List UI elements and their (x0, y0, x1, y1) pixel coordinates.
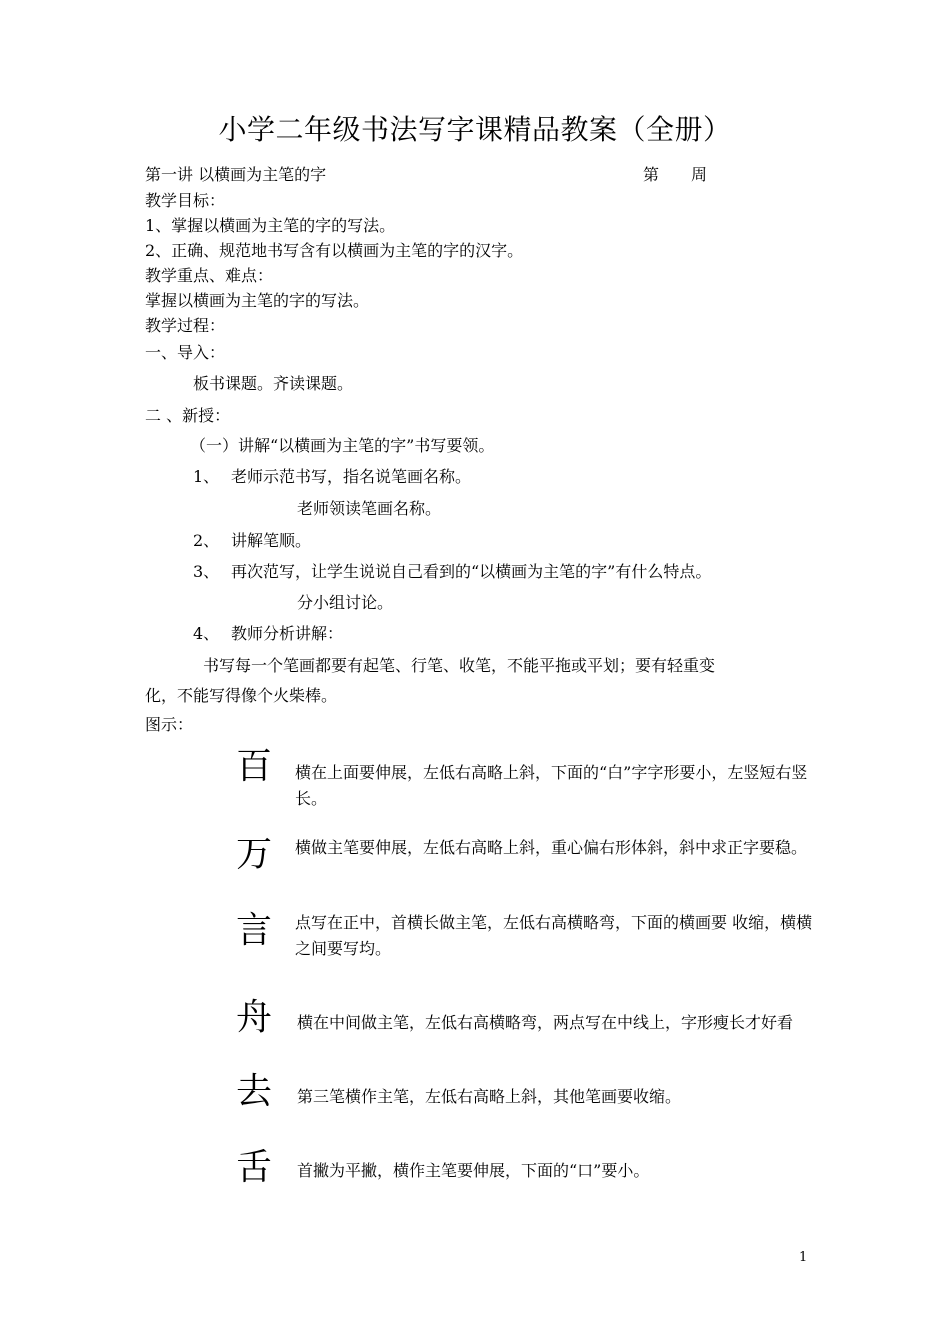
example-char-zhou: 舟 (236, 997, 273, 1038)
intro-text: 板书课题。齐读课题。 (193, 374, 354, 393)
explanation-line-1: 书写每一个笔画都要有起笔、行笔、收笔，不能平拖或平划；要有轻重变 (203, 656, 716, 675)
step-3-detail: 分小组讨论。 (297, 593, 394, 612)
page-number: 1 (799, 1250, 808, 1265)
example-char-she: 舌 (236, 1147, 273, 1188)
process-label: 教学过程： (145, 316, 226, 335)
step-3: 再次范写，让学生说说自己看到的“以横画为主笔的字”有什么特点。 (231, 562, 712, 581)
sub-section-1: （一）讲解“以横画为主笔的字”书写要领。 (190, 436, 495, 455)
step-1-detail: 老师领读笔画名称。 (297, 499, 442, 518)
goal-2: 2、正确、规范地书写含有以横画为主笔的字的汉字。 (145, 241, 524, 260)
example-desc-bai: 横在上面要伸展，左低右高略上斜，下面的“白”字字形要小，左竖短右竖长。 (295, 763, 808, 808)
example-desc-she: 首撇为平撇，横作主笔要伸展，下面的“口”要小。 (297, 1161, 650, 1180)
page-title: 小学二年级书法写字课精品教案（全册） (218, 113, 732, 146)
key-label: 教学重点、难点： (145, 266, 274, 285)
step-2: 讲解笔顺。 (231, 531, 312, 550)
goals-label: 教学目标： (145, 191, 226, 210)
explanation-line-2: 化，不能写得像个火柴棒。 (145, 686, 338, 705)
intro-label: 一、导入： (145, 343, 226, 362)
step-1-number: 1、 (193, 467, 220, 486)
step-1: 老师示范书写，指名说笔画名称。 (231, 467, 472, 486)
example-desc-wan: 横做主笔要伸展，左低右高略上斜，重心偏右形体斜，斜中求正字要稳。 (295, 838, 808, 857)
goal-1: 1、掌握以横画为主笔的字的写法。 (145, 216, 396, 235)
week-label: 第 (643, 165, 660, 184)
step-4-number: 4、 (193, 624, 220, 643)
step-2-number: 2、 (193, 531, 220, 550)
lesson-heading: 第一讲 以横画为主笔的字 (145, 165, 327, 184)
key-text: 掌握以横画为主笔的字的写法。 (145, 291, 370, 310)
step-4: 教师分析讲解： (231, 624, 344, 643)
example-char-yan: 言 (236, 910, 273, 951)
example-char-bai: 百 (236, 746, 273, 787)
week-suffix: 周 (691, 165, 708, 184)
new-label: 二 、新授： (145, 406, 231, 425)
example-desc-yan: 点写在正中，首横长做主笔，左低右高横略弯，下面的横画要 收缩，横横之间要写均。 (295, 913, 813, 958)
example-desc-zhou: 横在中间做主笔，左低右高横略弯，两点写在中线上，字形瘦长才好看 (297, 1013, 794, 1032)
example-char-qu: 去 (236, 1071, 273, 1112)
example-char-wan: 万 (236, 834, 273, 875)
example-desc-qu: 第三笔横作主笔，左低右高略上斜，其他笔画要收缩。 (297, 1087, 682, 1106)
step-3-number: 3、 (193, 562, 220, 581)
figure-label: 图示： (145, 715, 194, 734)
